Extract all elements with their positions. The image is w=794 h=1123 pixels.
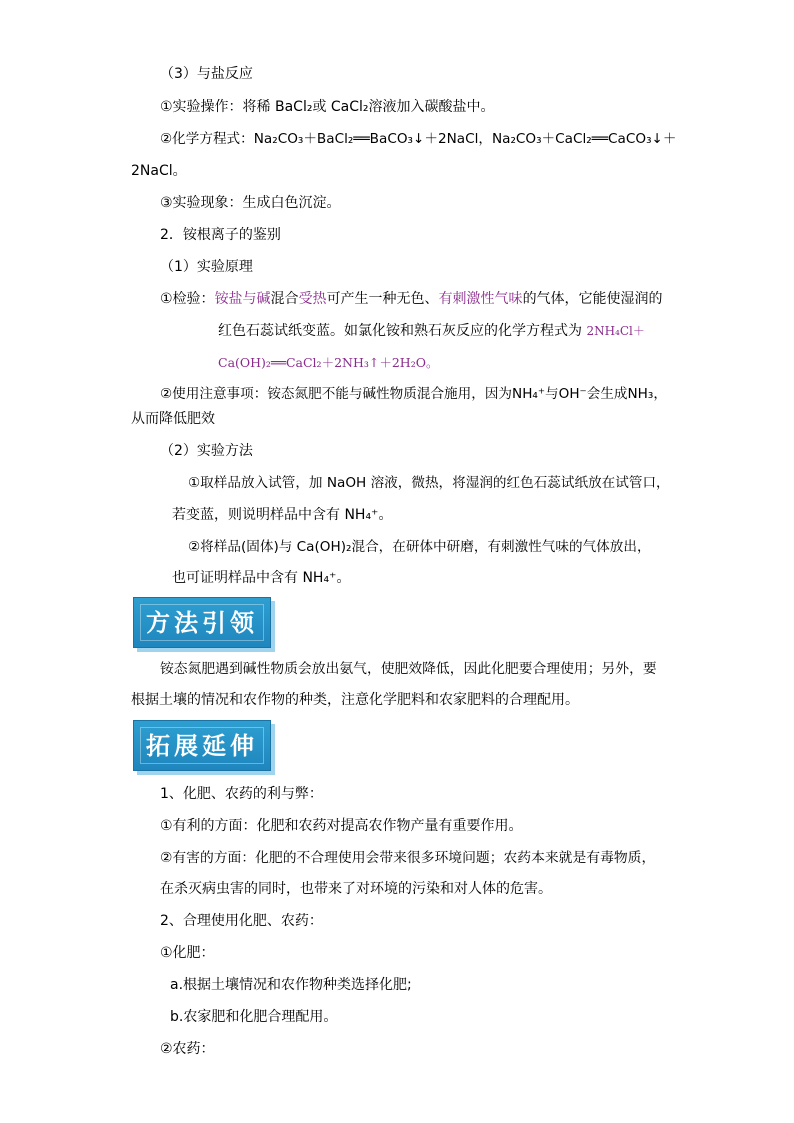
pesticide-label: ②农药： — [160, 1041, 215, 1057]
method-heading: （2）实验方法 — [160, 443, 253, 459]
salt-reaction-heading: （3）与盐反应 — [160, 66, 253, 82]
rational-use-heading: 2、合理使用化肥、农药： — [160, 913, 323, 929]
highlight-ammonium-base: 铵盐与碱 — [214, 291, 271, 307]
method1-line2: 若变蓝，则说明样品中含有 NH₄⁺。 — [172, 507, 393, 523]
method-guide-line2: 根据土壤的情况和农作物的种类，注意化学肥料和农家肥料的合理配用。 — [131, 692, 579, 708]
test-line1 — [160, 289, 663, 309]
test-equation-end: Ca(OH)₂══CaCl₂＋2NH₃↑＋2H₂O。 — [218, 355, 439, 370]
test-line2 — [218, 321, 645, 341]
test-label: ①检验： — [160, 291, 215, 307]
usage-note-line2: 从而降低肥效 — [131, 411, 215, 427]
method1-line1: ①取样品放入试管，加 NaOH 溶液，微热，将湿润的红色石蕊试纸放在试管口， — [188, 475, 670, 491]
method2-line2: 也可证明样品中含有 NH₄⁺。 — [172, 570, 351, 586]
method-guide-banner — [133, 597, 271, 648]
test-equation-start: 2NH₄Cl＋ — [586, 324, 645, 338]
test-gas: 可产生一种无色、 — [326, 291, 439, 307]
principle-heading: （1）实验原理 — [160, 259, 253, 275]
method-guide-line1: 铵态氮肥遇到碱性物质会放出氨气，使肥效降低，因此化肥要合理使用；另外，要 — [160, 661, 657, 677]
pros-cons-heading: 1、化肥、农药的利与弊： — [160, 786, 323, 802]
extension-banner — [133, 720, 271, 771]
benefits-text: ①有利的方面：化肥和农药对提高农作物产量有重要作用。 — [160, 818, 523, 834]
harms-line1: ②有害的方面：化肥的不合理使用会带来很多环境问题；农药本来就是有毒物质， — [160, 850, 656, 866]
chemical-equation-line1: ②化学方程式：Na₂CO₃＋BaCl₂══BaCO₃↓＋2NaCl，Na₂CO₃＋CaCl₂══CaCO₃↓＋ — [160, 131, 677, 147]
test-mix: 混合 — [270, 291, 299, 307]
usage-note-line1: ②使用注意事项：铵态氮肥不能与碱性物质混合施用，因为NH₄⁺与OH⁻会生成NH₃， — [160, 386, 667, 402]
ammonium-section-heading: 2．铵根离子的鉴别 — [160, 227, 281, 243]
highlight-pungent: 有刺激性气味 — [438, 291, 523, 307]
fertilizer-label: ①化肥： — [160, 945, 215, 961]
experiment-operation: ①实验操作：将稀 BaCl₂或 CaCl₂溶液加入碳酸盐中。 — [160, 99, 495, 115]
chemical-equation-line2: 2NaCl。 — [131, 163, 187, 179]
method-guide-banner-title: 方法引领 — [146, 608, 258, 637]
highlight-heated: 受热 — [298, 291, 327, 307]
fertilizer-item-a: a.根据土壤情况和农作物种类选择化肥; — [170, 977, 412, 993]
method2-line1: ②将样品(固体)与 Ca(OH)₂混合，在研体中研磨，有刺激性气味的气体放出， — [188, 539, 651, 555]
experiment-phenomenon: ③实验现象：生成白色沉淀。 — [160, 195, 341, 211]
harms-line2: 在杀灭病虫害的同时，也带来了对环境的污染和对人体的危害。 — [160, 881, 552, 897]
extension-banner-title: 拓展延伸 — [146, 731, 258, 760]
test-litmus: 的气体，它能使湿润的 — [522, 291, 663, 307]
test-line2-text: 红色石蕊试纸变蓝。如氯化铵和熟石灰反应的化学方程式为 — [218, 323, 582, 339]
fertilizer-item-b: b.农家肥和化肥合理配用。 — [170, 1009, 338, 1025]
